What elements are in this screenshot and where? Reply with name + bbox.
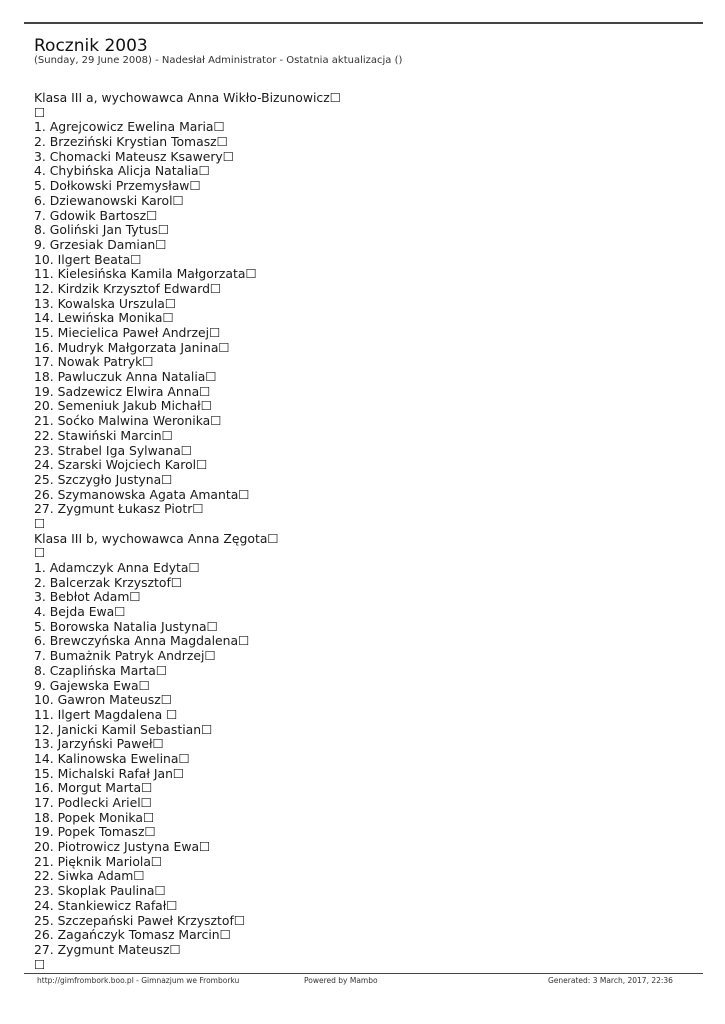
body-line: 13. Jarzyński Paweł☐	[34, 736, 164, 752]
footer-site-url: http://gimfrombork.boo.pl - Gimnazjum we Fromborku	[37, 976, 240, 985]
body-line: ☐	[34, 545, 46, 561]
body-line: 11. Kielesińska Kamila Małgorzata☐	[34, 266, 257, 282]
body-line: 14. Lewińska Monika☐	[34, 310, 174, 326]
body-line: 10. Gawron Mateusz☐	[34, 692, 172, 708]
body-line: 21. Pięknik Mariola☐	[34, 853, 163, 869]
body-line: 9. Gajewska Ewa☐	[34, 677, 150, 693]
body-line: 6. Brewczyńska Anna Magdalena☐	[34, 633, 250, 649]
body-line: ☐	[34, 515, 46, 531]
body-line: 15. Miecielica Paweł Andrzej☐	[34, 325, 221, 340]
body-line: 26. Szymanowska Agata Amanta☐	[34, 486, 250, 502]
body-line: 4. Bejda Ewa☐	[34, 604, 126, 620]
top-rule	[24, 22, 703, 24]
body-line: 11. Ilgert Magdalena ☐	[34, 706, 178, 722]
body-line: 9. Grzesiak Damian☐	[34, 236, 167, 252]
body-line: 15. Michalski Rafał Jan☐	[34, 765, 185, 781]
body-line: 18. Popek Monika☐	[34, 809, 155, 825]
body-line: 20. Piotrowicz Justyna Ewa☐	[34, 839, 211, 855]
body-line: 3. Chomacki Mateusz Ksawery☐	[34, 148, 234, 164]
body-line: 19. Sadzewicz Elwira Anna☐	[34, 383, 211, 399]
body-line: Klasa III b, wychowawca Anna Zęgota☐	[34, 530, 279, 546]
body-line: 4. Chybińska Alicja Natalia☐	[34, 163, 210, 179]
body-line: 21. Soćko Malwina Weronika☐	[34, 413, 222, 429]
bottom-rule	[24, 973, 703, 974]
body-line: 2. Balcerzak Krzysztof☐	[34, 574, 182, 590]
body-line: 18. Pawluczuk Anna Natalia☐	[34, 369, 217, 385]
body-line: 5. Borowska Natalia Justyna☐	[34, 618, 218, 634]
body-line: 23. Strabel Iga Sylwana☐	[34, 442, 192, 458]
body-line: 26. Zagańczyk Tomasz Marcin☐	[34, 927, 231, 943]
body-line: 16. Mudryk Małgorzata Janina☐	[34, 339, 230, 355]
body-line: 24. Szarski Wojciech Karol☐	[34, 457, 208, 473]
footer-powered-by: Powered by Mambo	[304, 976, 378, 985]
body-line: 27. Zygmunt Mateusz☐	[34, 941, 181, 957]
body-line: Klasa III a, wychowawca Anna Wikło-Bizunowicz☐	[34, 90, 341, 105]
body-line: 16. Morgut Marta☐	[34, 780, 153, 796]
body-line: 22. Stawiński Marcin☐	[34, 427, 173, 443]
body-line: 12. Janicki Kamil Sebastian☐	[34, 721, 213, 737]
body-line: 2. Brzeziński Krystian Tomasz☐	[34, 134, 228, 150]
body-line: 25. Szczepański Paweł Krzysztof☐	[34, 912, 245, 928]
body-line: 8. Czaplińska Marta☐	[34, 662, 167, 678]
article-meta: (Sunday, 29 June 2008) - Nadesłał Administrator - Ostatnia aktualizacja ()	[34, 55, 403, 66]
body-line: 10. Ilgert Beata☐	[34, 251, 142, 267]
body-line: 1. Adamczyk Anna Edyta☐	[34, 560, 200, 575]
article-body	[34, 91, 341, 972]
body-line: 17. Podlecki Ariel☐	[34, 795, 152, 810]
body-line: 27. Zygmunt Łukasz Piotr☐	[34, 501, 204, 517]
body-line: 22. Siwka Adam☐	[34, 868, 145, 884]
footer-generated-date: Generated: 3 March, 2017, 22:36	[548, 976, 673, 985]
body-line: 24. Stankiewicz Rafał☐	[34, 897, 178, 913]
body-line: 19. Popek Tomasz☐	[34, 824, 156, 840]
body-line: 17. Nowak Patryk☐	[34, 354, 154, 370]
body-line: 12. Kirdzik Krzysztof Edward☐	[34, 280, 222, 296]
body-line: 7. Bumażnik Patryk Andrzej☐	[34, 648, 216, 664]
body-line: ☐	[34, 104, 46, 120]
body-line: 14. Kalinowska Ewelina☐	[34, 750, 190, 766]
body-line: 1. Agrejcowicz Ewelina Maria☐	[34, 119, 225, 135]
body-line: 7. Gdowik Bartosz☐	[34, 207, 158, 223]
body-line: 6. Dziewanowski Karol☐	[34, 192, 184, 208]
page-title: Rocznik 2003	[34, 36, 148, 56]
body-line: 23. Skoplak Paulina☐	[34, 883, 166, 899]
body-line: 20. Semeniuk Jakub Michał☐	[34, 398, 212, 414]
body-line: 5. Dołkowski Przemysław☐	[34, 178, 201, 194]
body-line: 3. Bebłot Adam☐	[34, 589, 141, 605]
body-line: 8. Goliński Jan Tytus☐	[34, 222, 169, 238]
body-line: 25. Szczygło Justyna☐	[34, 471, 173, 487]
body-line: 13. Kowalska Urszula☐	[34, 295, 176, 311]
body-line: ☐	[34, 956, 46, 972]
